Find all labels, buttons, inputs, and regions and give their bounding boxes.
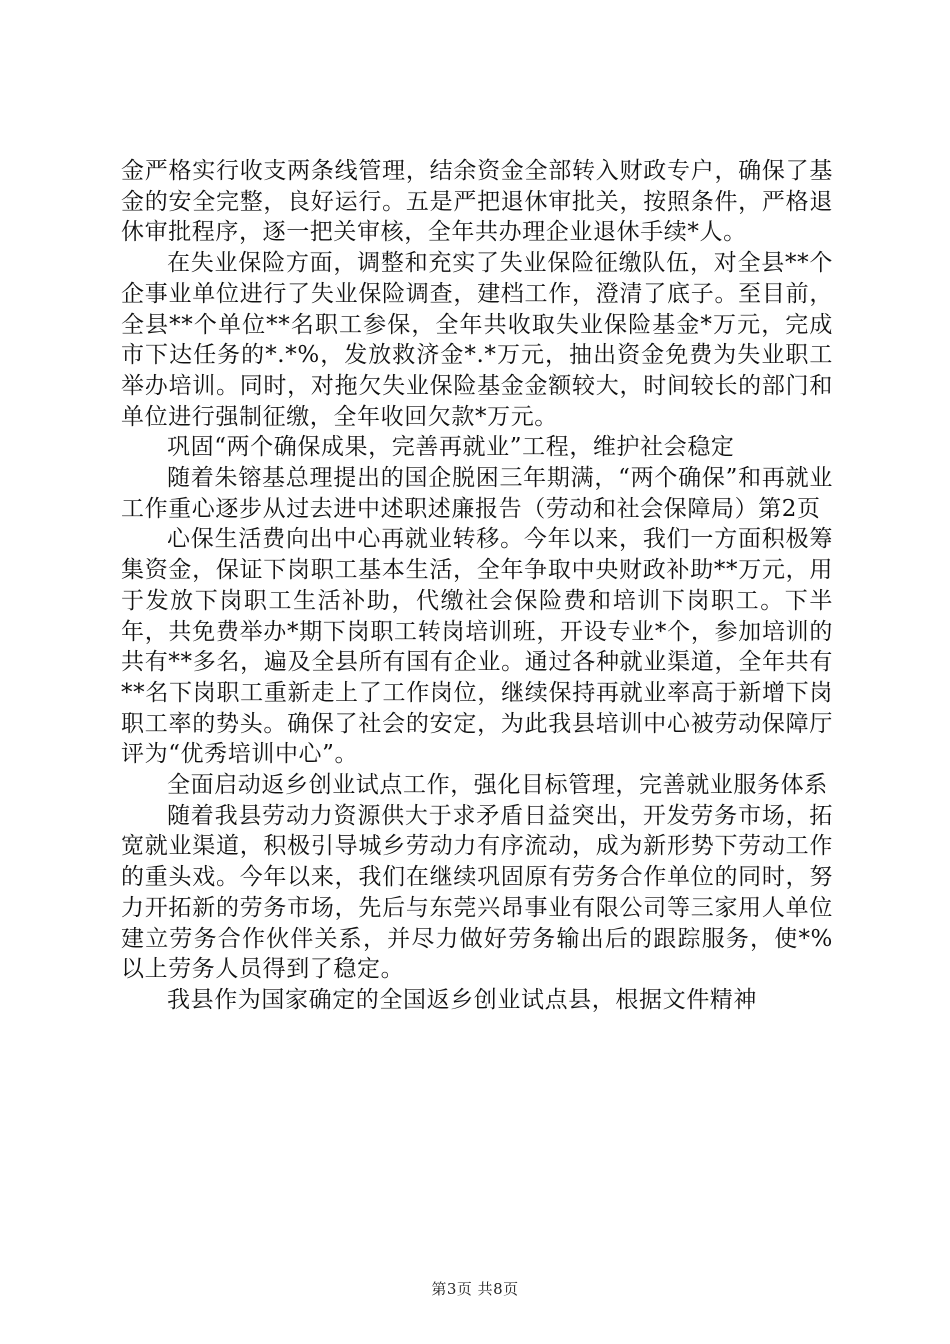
paragraph-unemployment-insurance: 在失业保险方面，调整和充实了失业保险征缴队伍，对全县**个企事业单位进行了失业保险调查，建档工作，澄清了底子。至目前，全县**个单位**名职工参保，全年共收取失业保险基金*万元，完成市下达任务的*.*%，发放救济金*.*万元，抽出资金免费为失业职工举办培训。同时，对拖欠失业保险基金金额较大，时间较长的部门和单位进行强制征缴，全年收回欠款*万元。 bbox=[121, 250, 833, 430]
body-text bbox=[121, 156, 833, 1016]
paragraph-two-guarantees-intro: 随着朱镕基总理提出的国企脱困三年期满，“两个确保”和再就业工作重心逐步从过去进中述职述廉报告（劳动和社会保障局）第2页 bbox=[121, 465, 833, 522]
paragraph-labor-market: 随着我县劳动力资源供大于求矛盾日益突出，开发劳务市场，拓宽就业渠道，积极引导城乡劳动力有序流动，成为新形势下劳动工作的重头戏。今年以来，我们在继续巩固原有劳务合作单位的同时，努力开拓新的劳务市场，先后与东莞兴昂事业有限公司等三家用人单位建立劳务合作伙伴关系，并尽力做好劳务输出后的跟踪服务，使*%以上劳务人员得到了稳定。 bbox=[121, 802, 833, 983]
paragraph-pilot-county: 我县作为国家确定的全国返乡创业试点县，根据文件精神 bbox=[167, 986, 757, 1013]
section-heading-two-guarantees: 巩固“两个确保成果，完善再就业”工程，维护社会稳定 bbox=[167, 434, 735, 461]
section-heading-return-entrepreneurship: 全面启动返乡创业试点工作，强化目标管理，完善就业服务体系 bbox=[167, 772, 828, 799]
paragraph-reemployment: 心保生活费向出中心再就业转移。今年以来，我们一方面积极筹集资金，保证下岗职工基本生活，全年争取中央财政补助**万元，用于发放下岗职工生活补助，代缴社会保险费和培训下岗职工。下半年，共免费举办*期下岗职工转岗培训班，开设专业*个，参加培训的共有**多名，遍及全县所有国有企业。通过各种就业渠道，全年共有**名下岗职工重新走上了工作岗位，继续保持再就业率高于新增下岗职工率的势头。确保了社会的安定，为此我县培训中心被劳动保障厅评为“优秀培训中心”。 bbox=[121, 526, 833, 768]
paragraph-fund-management: 金严格实行收支两条线管理，结余资金全部转入财政专户，确保了基金的安全完整，良好运行。五是严把退休审批关，按照条件，严格退休审批程序，逐一把关审核，全年共办理企业退休手续*人。 bbox=[121, 158, 833, 246]
page-footer: 第3页 共8页 bbox=[431, 1280, 519, 1298]
